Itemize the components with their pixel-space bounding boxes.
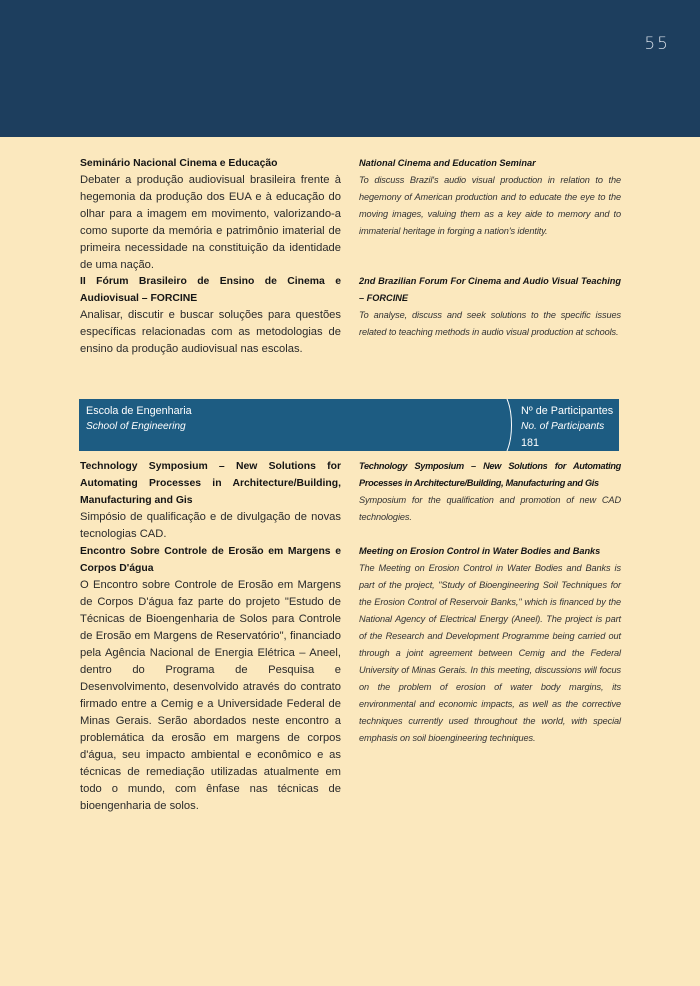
entry-body: Debater a produção audiovisual brasileira frente à hegemonia da produção dos EUA e à educação do olhar para a imagem em movimento, valorizando-a como suporte da memória e patrimônio imaterial de primeira necessidade na constituição da identidade de uma nação. <box>80 174 341 271</box>
participants-count: 181 <box>521 437 540 449</box>
entry-title: Encontro Sobre Controle de Erosão em Margens e Corpos D'água <box>80 546 341 574</box>
entry-title: Technology Symposium – New Solutions for Automating Processes in Architecture/Building, Manufacturing and Gis <box>80 461 341 506</box>
entry-pt-erosion-meeting <box>80 543 341 815</box>
entry-en-cinema-seminar <box>359 155 621 240</box>
participants-label-pt: Nº de Participantes <box>521 405 614 417</box>
entry-body: Symposium for the qualification and promotion of new CAD technologies. <box>359 495 621 522</box>
entry-body: Simpósio de qualificação e de divulgação de novas tecnologias CAD. <box>80 511 341 540</box>
page-number: 55 <box>644 34 670 54</box>
participants-label-en: No. of Participants <box>521 421 605 432</box>
entry-en-tech-symposium <box>359 458 621 526</box>
entry-title: Seminário Nacional Cinema e Educação <box>80 158 278 169</box>
entry-body: The Meeting on Erosion Control in Water Bodies and Banks is part of the project, "Study of Bioengineering Soil Techniques for the Erosion Control of Reservoir Banks," which is financed by the National Agency of Electrical Energy (Aneel). The project is part of the Research and Development Programme being carried out through a joint agreement between Cemig and the Federal University of Minas Gerais. In this meeting, discussions will focus on the problem of erosion of water body margins, its environmental and economic impacts, as well as the corrective techniques currently used throughout the world, with special emphasis on soil bioengineering techniques. <box>359 563 621 743</box>
school-name-en: School of Engineering <box>86 421 186 432</box>
entry-body: To discuss Brazil's audio visual production in relation to the hegemony of American production and to educate the eye to the moving images, valuing them as a key aide to memory and to immaterial heritage in forging a nation's identity. <box>359 175 621 236</box>
entry-title: National Cinema and Education Seminar <box>359 158 536 168</box>
entry-body: To analyse, discuss and seek solutions to the specific issues related to teaching methods in audio visual production at schools. <box>359 310 621 337</box>
entry-body: Analisar, discutir e buscar soluções para questões específicas relacionadas com as metodologias de ensino da produção audiovisual nas escolas. <box>80 309 341 355</box>
entry-body: O Encontro sobre Controle de Erosão em Margens de Corpos D'água faz parte do projeto "Estudo de Técnicas de Bioengenharia de Solos para Controle de Erosão em Margens de Reservatório", financiado pela Agência Nacional de Energia Elétrica – Aneel, dentro do Programa de Pesquisa e Desenvolvimento, desenvolvido através do contrato firmado entre a Cemig e a Universidade Federal de Minas Gerais. Serão abordados neste encontro a problemática da erosão em margens de corpos d'água, seu impacto ambiental e econômico e as técnicas de remediação utilizadas atualmente em todo o mundo, com ênfase nas técnicas de bioengenharia de solos. <box>80 579 341 812</box>
entry-title: Meeting on Erosion Control in Water Bodies and Banks <box>359 546 601 556</box>
participants-label <box>521 403 613 451</box>
school-label <box>86 403 192 435</box>
header-band <box>0 0 700 137</box>
entry-title: II Fórum Brasileiro de Ensino de Cinema e Audiovisual – FORCINE <box>80 276 341 304</box>
entry-en-erosion-meeting <box>359 543 621 747</box>
entry-pt-tech-symposium <box>80 458 341 543</box>
entry-en-forcine <box>359 273 621 341</box>
entry-pt-cinema-seminar <box>80 155 341 274</box>
entry-title: Technology Symposium – New Solutions for Automating Processes in Architecture/Building, Manufacturing and Gis <box>359 461 621 488</box>
entry-title: 2nd Brazilian Forum For Cinema and Audio Visual Teaching – FORCINE <box>359 276 621 303</box>
entry-pt-forcine <box>80 273 341 358</box>
school-banner <box>79 399 619 451</box>
school-name-pt: Escola de Engenharia <box>86 405 192 417</box>
